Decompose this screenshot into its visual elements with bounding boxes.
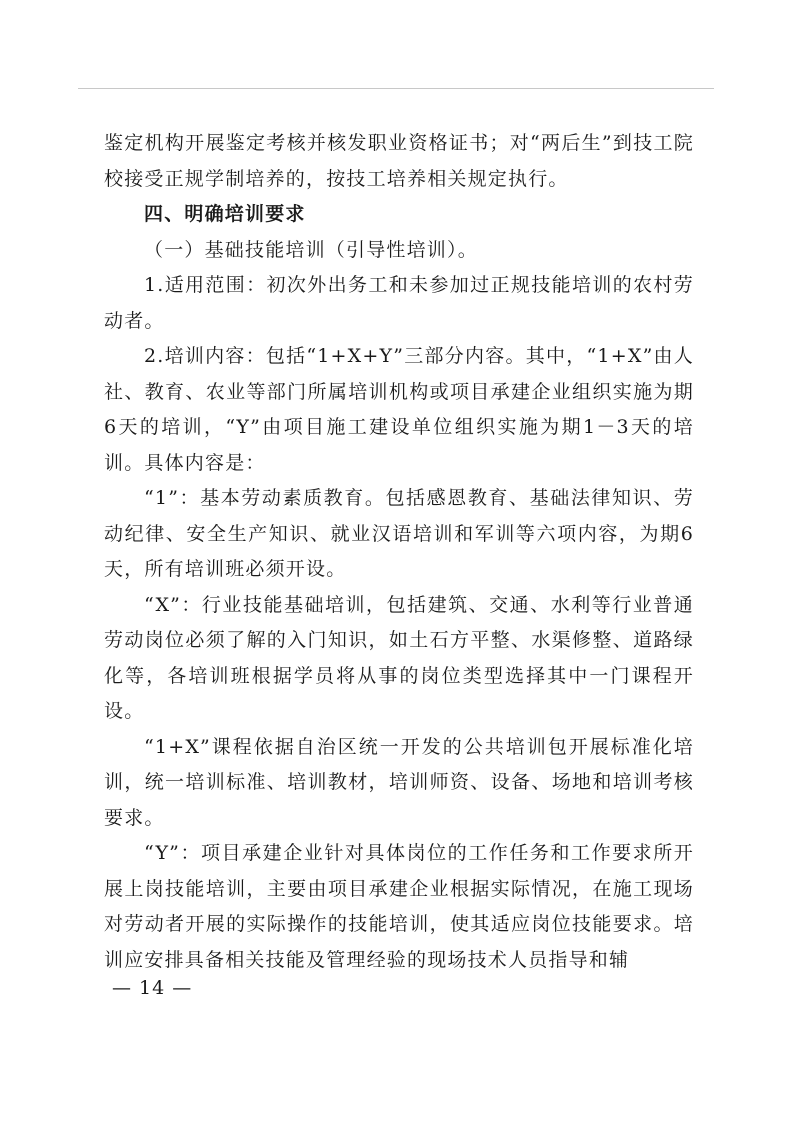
paragraph-one-plus-x: “1+X”课程依据自治区统一开发的公共培训包开展标准化培训，统一培训标准、培训教材，培训师资、设备、场地和培训考核要求。 (104, 735, 694, 829)
paragraph-x: “X”：行业技能基础培训，包括建筑、交通、水利等行业普通劳动岗位必须了解的入门知识，如土石方平整、水渠修整、道路绿化等，各培训班根据学员将从事的岗位类型选择其中一门课程开设。 (104, 593, 694, 722)
page-number: — 14 — (112, 977, 193, 999)
header-rule (78, 88, 714, 89)
paragraph-y: “Y”：项目承建企业针对具体岗位的工作任务和工作要求所开展上岗技能培训，主要由项目承建企业根据实际情况，在施工现场对劳动者开展的实际操作的技能培训，使其适应岗位技能要求。培训应安排具备相关技能及管理经验的现场技术人员指导和辅 (104, 842, 694, 971)
section-heading: 四、明确培训要求 (144, 203, 306, 225)
paragraph-1: 鉴定机构开展鉴定考核并核发职业资格证书；对“两后生”到技工院校接受正规学制培养的，按技工培养相关规定执行。 (104, 132, 694, 190)
paragraph-scope: 1.适用范围：初次外出务工和未参加过正规技能培训的农村劳动者。 (104, 274, 694, 332)
page-body (104, 126, 694, 978)
paragraph-one: “1”：基本劳动素质教育。包括感恩教育、基础法律知识、劳动纪律、安全生产知识、就业汉语培训和军训等六项内容，为期6天，所有培训班必须开设。 (104, 487, 694, 580)
subsection-heading: （一）基础技能培训（引导性培训）。 (144, 238, 478, 261)
paragraph-content: 2.培训内容：包括“1+X+Y”三部分内容。其中，“1+X”由人社、教育、农业等部门所属培训机构或项目承建企业组织实施为期6天的培训，“Y”由项目施工建设单位组织实施为期1－3天的培训。具体内容是： (104, 345, 694, 474)
